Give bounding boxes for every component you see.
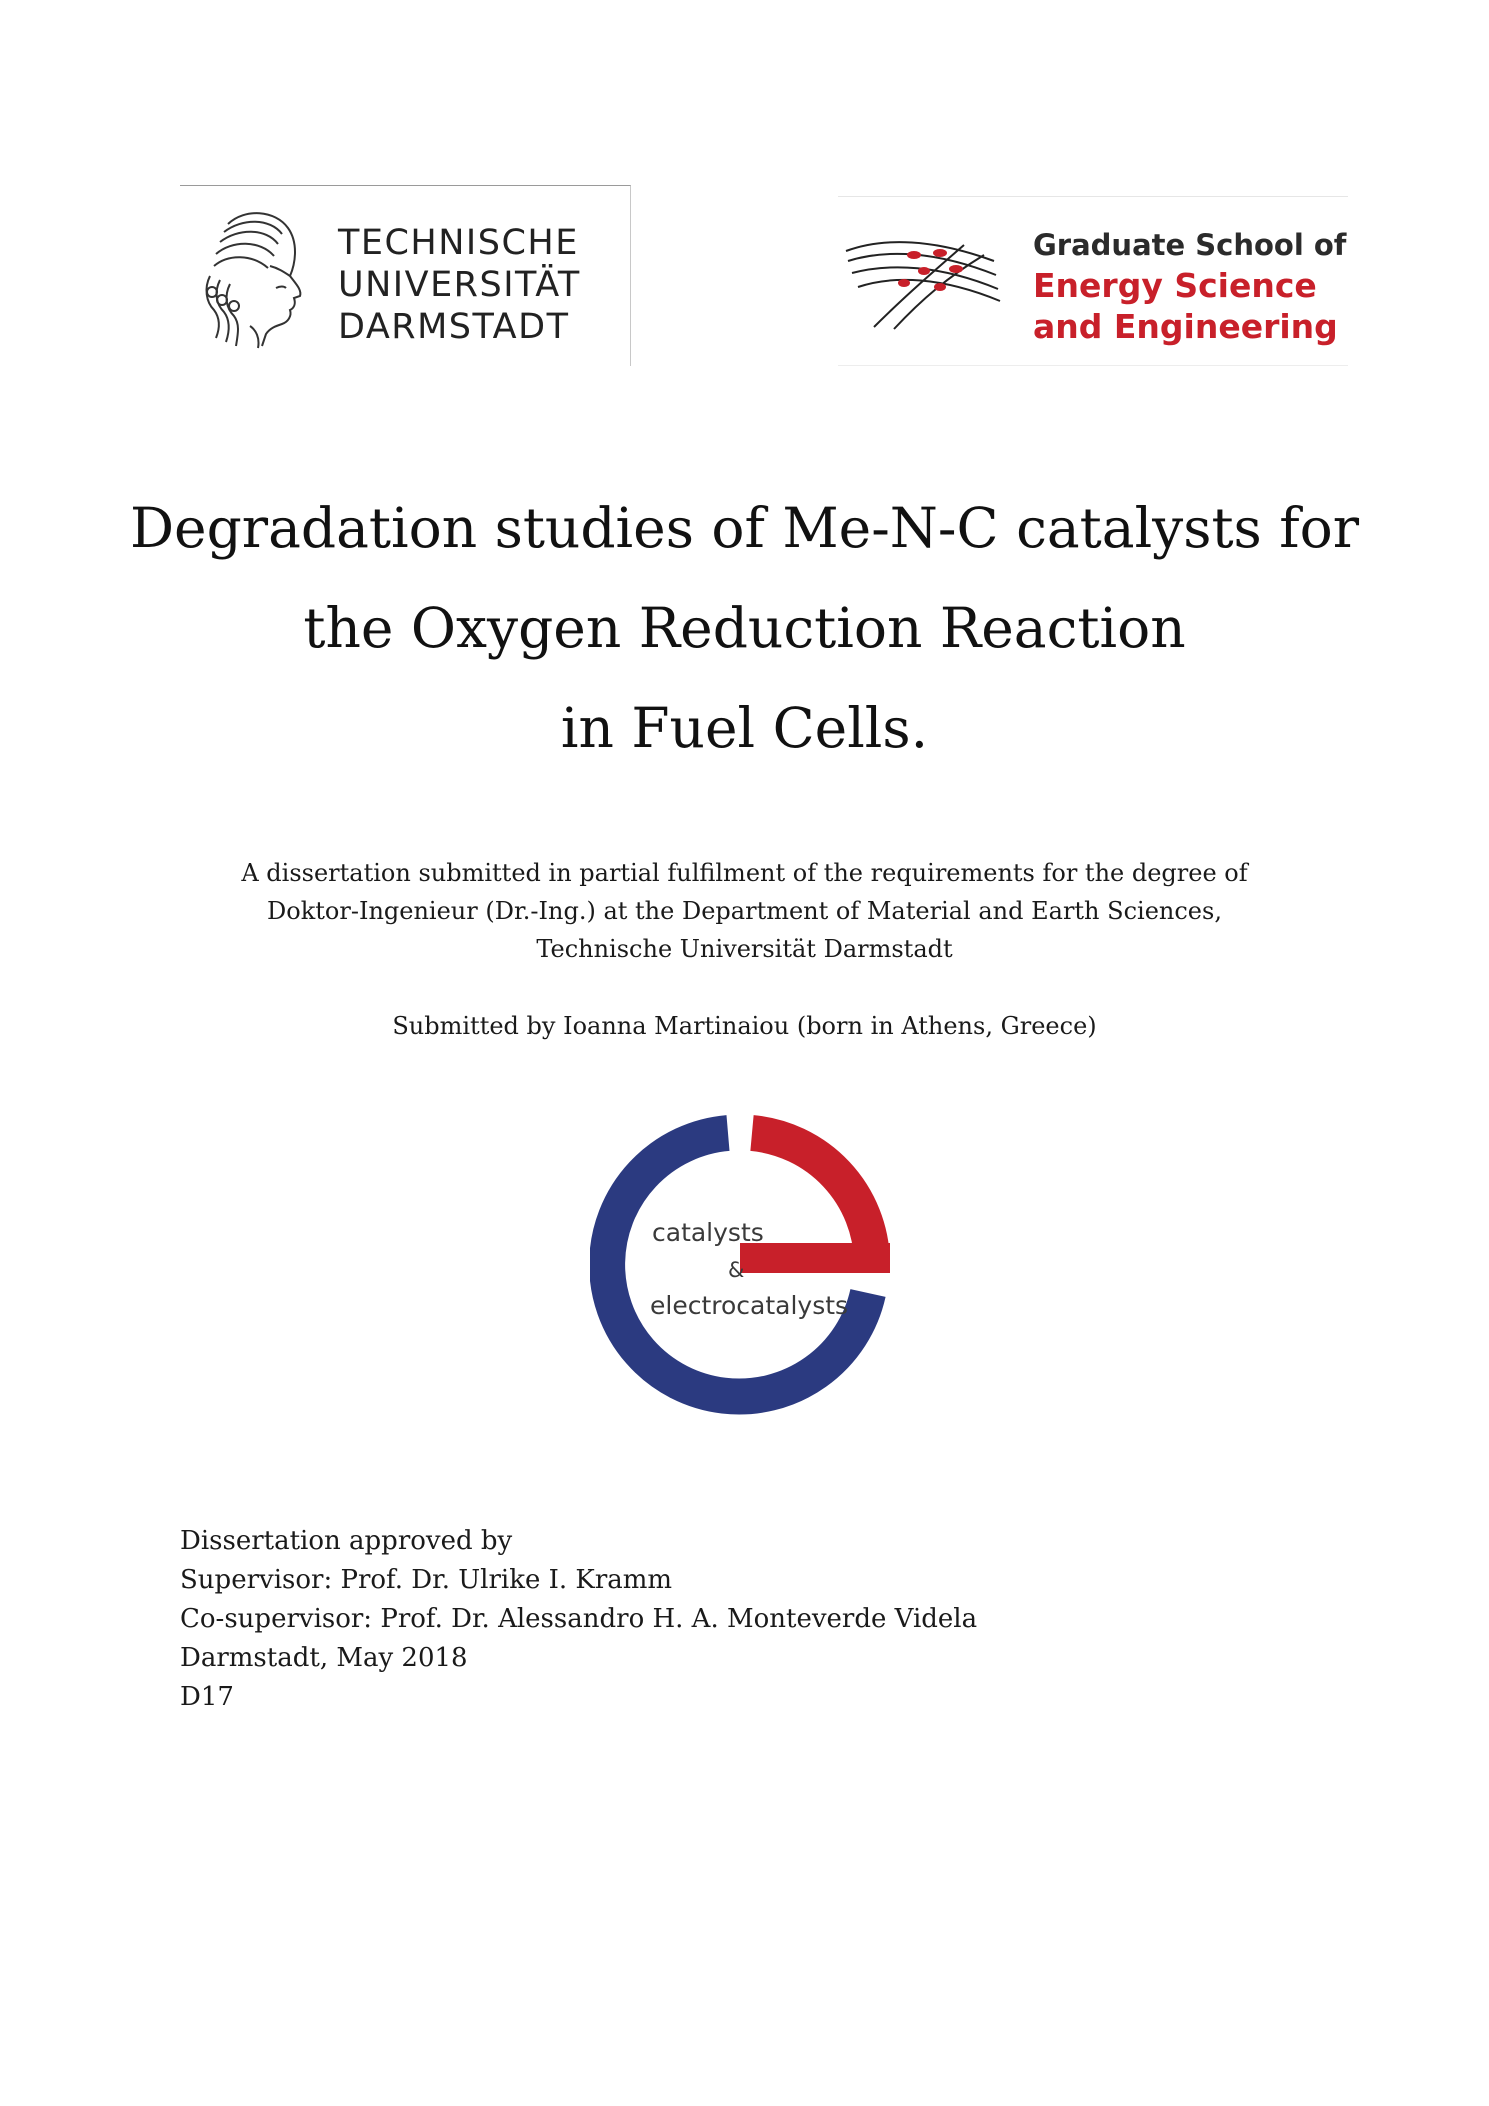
- tu-wordmark-line: TECHNISCHE: [338, 223, 579, 263]
- tu-wordmark-line: UNIVERSITÄT: [338, 265, 581, 305]
- degree-statement: [120, 854, 1369, 968]
- energy-science-line: Energy Science: [1033, 266, 1317, 305]
- approval-line: Dissertation approved by: [180, 1526, 513, 1556]
- graduate-school-logo: [838, 196, 1348, 366]
- graduate-school-line: Graduate School of: [1033, 228, 1347, 262]
- supervisor-line: Supervisor: Prof. Dr. Ulrike I. Kramm: [180, 1565, 673, 1595]
- graduate-school-wordmark: [1033, 225, 1346, 347]
- title-line: the Oxygen Reduction Reaction: [303, 596, 1186, 660]
- d17-line: D17: [180, 1682, 234, 1712]
- place-date-line: Darmstadt, May 2018: [180, 1643, 468, 1673]
- tu-wordmark-line: DARMSTADT: [338, 307, 570, 347]
- title-line: Degradation studies of Me-N-C catalysts for: [129, 496, 1360, 560]
- approval-block: [180, 1522, 1180, 1717]
- title-line: in Fuel Cells.: [560, 696, 929, 760]
- athena-head-icon: [190, 206, 310, 351]
- catalysts-group-logo: [590, 1115, 890, 1415]
- co-supervisor-line: Co-supervisor: Prof. Dr. Alessandro H. A. Monteverde Videla: [180, 1604, 978, 1634]
- energy-network-icon: [844, 231, 1004, 331]
- statement-line: A dissertation submitted in partial fulfilment of the requirements for the degree of: [241, 859, 1248, 887]
- dissertation-title: [120, 478, 1369, 778]
- statement-line: Doktor-Ingenieur (Dr.-Ing.) at the Department of Material and Earth Sciences,: [267, 897, 1222, 925]
- tu-darmstadt-logo: [180, 185, 631, 366]
- tu-wordmark: [338, 222, 581, 348]
- submitted-by: Submitted by Ioanna Martinaiou (born in Athens, Greece): [392, 1012, 1097, 1040]
- engineering-line: and Engineering: [1033, 307, 1338, 346]
- statement-line: Technische Universität Darmstadt: [536, 935, 953, 963]
- catalysts-label: catalysts: [652, 1218, 764, 1247]
- ampersand-label: &: [728, 1258, 745, 1282]
- electrocatalysts-label: electrocatalysts: [650, 1291, 849, 1320]
